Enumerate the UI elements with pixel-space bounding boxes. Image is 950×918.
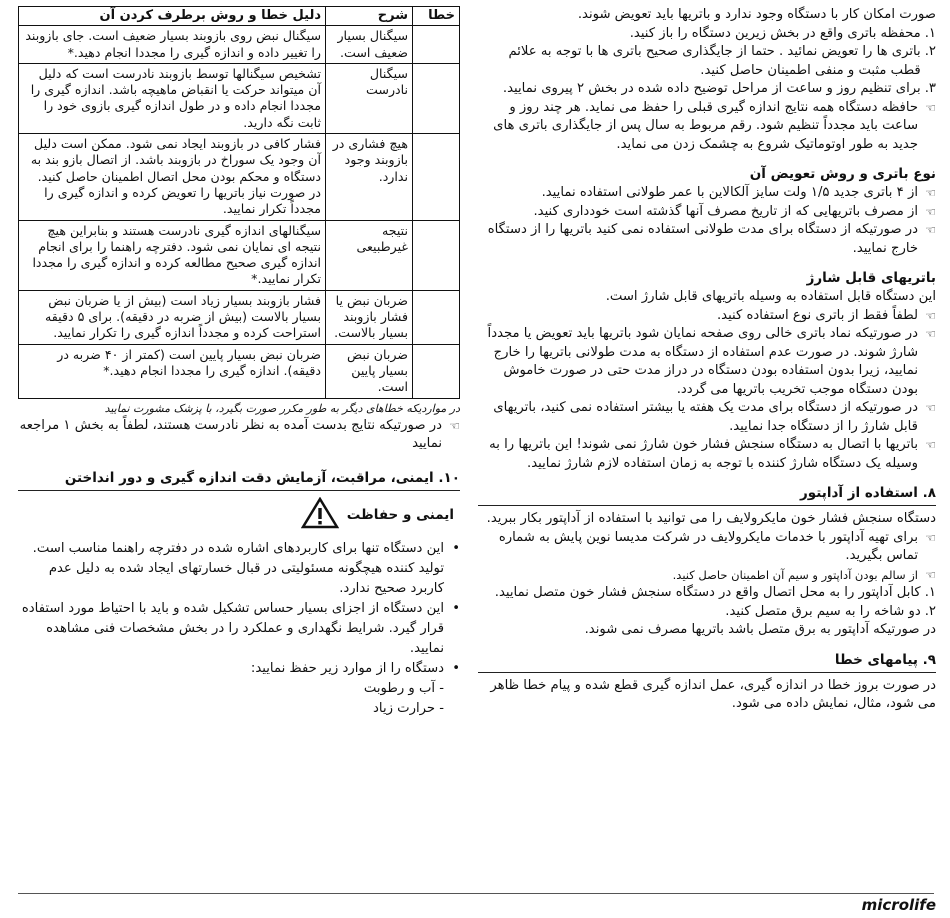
rechargeable-bullet: ☜ در صورتیکه از دستگاه برای مدت یک هفته یا بیشتر استفاده نمی کنید، باتریهای قابل شارژ را از دستگاه جدا نمایید. — [478, 399, 936, 436]
step-2: ۲. باتری ها را تعویض نمائید . حتما از جایگذاری صحیح باتری ها با توجه به علائم قطب مثبت و منفی اطمینان حاصل کنید. — [508, 44, 936, 78]
right-column — [478, 6, 936, 714]
memory-note: ☜ حافظه دستگاه همه نتایج اندازه گیری قبلی را حفظ می نماید. هر چند روز و ساعت باید مجدداً تنظیم شود. رقم مربوط به سال پس از جایگذاری باتری های جدید به طور اوتوماتیک شروع به چشمک زدن می نماید. — [478, 99, 936, 155]
error-desc-cell: سیگنال نادرست — [326, 63, 413, 133]
battery-bullet: ☜ در صورتیکه از دستگاه برای مدت طولانی استفاده نمی کنید باتریها را از دستگاه خارج نمایید. — [478, 221, 936, 258]
table-row — [19, 26, 460, 64]
section-divider — [18, 490, 460, 491]
adapter-bullet: ☜ برای تهیه آداپتور با خدمات مایکرولایف در شرکت مدیسا نوین پایش به شماره تماس بگیرید. — [478, 529, 936, 566]
wrong-results-note: ☜ در صورتیکه نتایج بدست آمده به نظر نادرست هستند، لطفاً به بخش ۱ مراجعه نمایید — [18, 417, 460, 454]
table-header-row — [19, 7, 460, 26]
warning-triangle-icon — [301, 497, 339, 533]
adapter-end: در صورتیکه آداپتور به برق متصل باشد باتریها مصرف نمی شوند. — [584, 622, 936, 637]
adapter-step-1: ۱. کابل آداپتور را به محل اتصال واقع در دستگاه سنجش فشار خون متصل نمایید. — [494, 585, 936, 600]
hand-pointer-icon: ☜ — [925, 327, 936, 341]
error-code-cell — [413, 63, 460, 133]
table-footnote: در مواردیکه خطاهای دیگر به طور مکرر صورت بگیرد، با پزشک مشورت نمایید — [104, 401, 460, 415]
hand-pointer-icon: ☜ — [925, 438, 936, 452]
table-row — [19, 220, 460, 290]
error-fix-cell: سیگنال نبض روی بازوبند بسیار ضعیف است. جای بازوبند را تغییر داده و اندازه گیری را مجددا انجام دهید.* — [19, 26, 326, 64]
heading-rechargeable: باتریهای قابل شارژ — [806, 270, 936, 286]
error-desc-cell: هیچ فشاری در بازوبند وجود ندارد. — [326, 134, 413, 220]
step-3: ۳. برای تنظیم روز و ساعت از مراحل توضیح داده شده در بخش ۲ پیروی نمایید. — [502, 81, 936, 96]
hand-pointer-icon: ☜ — [925, 567, 936, 582]
footer-rule — [18, 893, 934, 894]
hand-pointer-icon: ☜ — [449, 418, 460, 433]
section-divider — [478, 672, 936, 673]
error-fix-cell: ضربان نبض بسیار پایین است (کمتر از ۴۰ ضربه در دقیقه). اندازه گیری را مجددا انجام دهید.* — [19, 344, 326, 398]
rechargeable-bullet: ☜ باتریها با اتصال به دستگاه سنجش فشار خون شارژ نمی شوند! این باتریها را به وسیله یک دستگاه شارژ کننده با توجه به زمان استفاده لازم شارژ نمایید. — [478, 436, 936, 473]
section-divider — [478, 505, 936, 506]
left-column — [18, 6, 460, 719]
warning-header — [18, 497, 460, 533]
list-item: • این دستگاه از اجزای بسیار حساس تشکیل شده و باید با احتیاط مورد استفاده قرار گیرد. شرایط نگهداری و عملکرد را در بخش مشخصات فنی مشاهده نمایید. — [21, 600, 460, 656]
list-item: • این دستگاه تنها برای کاربردهای اشاره شده در دفترچه راهنما مناسب است. تولید کننده هیچگونه مسئولیتی در قبال خسارتهای ایجاد شده به دلیل عدم کاربرد صحیح ندارد. — [32, 540, 460, 596]
heading-errors: ۹. پیامهای خطا — [834, 651, 936, 668]
hand-pointer-icon: ☜ — [925, 186, 936, 200]
error-desc-cell: سیگنال بسیار ضعیف است. — [326, 26, 413, 64]
error-fix-cell: فشار بازوبند بسیار زیاد است (بیش از یا ضربان نبض بسیار بالاست (بیش از ضربه در دقیقه). برای ۵ دقیقه استراحت کرده و مجدداً اندازه گیری را تکرار نمایید. — [19, 290, 326, 344]
error-fix-cell: تشخیص سیگنالها توسط بازوبند نادرست است که دلیل آن میتواند حرکت یا انقباض ماهیچه باشد. اندازه گیری را مجددا انجام داده و در طول اندازه گیری بازوی خود را ثابت نگه دارید. — [19, 63, 326, 133]
hand-pointer-icon: ☜ — [925, 401, 936, 415]
rechargeable-bullet: ☜ لطفاً فقط از باتری نوع استفاده کنید. — [478, 307, 936, 326]
sub-item: - حرارت زیاد — [373, 700, 444, 716]
adapter-intro: دستگاه سنجش فشار خون مایکرولایف را می توانید با استفاده از آداپتور بکار ببرید. — [486, 511, 936, 526]
error-code-cell — [413, 134, 460, 220]
sub-item: - آب و رطوبت — [363, 680, 444, 696]
step-1: ۱. محفظه باتری واقع در بخش زیرین دستگاه را باز کنید. — [629, 25, 936, 41]
heading-adapter: ۸. استفاده از آداپتور — [800, 485, 936, 501]
hand-pointer-icon: ☜ — [925, 204, 936, 219]
error-desc-cell: ضربان نبض یا فشار بازوبند بسیار بالاست. — [326, 290, 413, 344]
table-row — [19, 344, 460, 398]
header-error: خطا — [413, 7, 460, 26]
hand-pointer-icon: ☜ — [925, 308, 936, 323]
error-code-cell — [413, 220, 460, 290]
warning-title: ایمنی و حفاظت — [346, 506, 454, 523]
error-desc-cell: ضربان نبض بسیار پایین است. — [326, 344, 413, 398]
intro-text: صورت امکان کار با دستگاه وجود ندارد و باتریها باید تعویض شوند. — [577, 7, 936, 22]
error-code-cell — [413, 344, 460, 398]
error-desc-cell: نتیجه غیرطبیعی — [326, 220, 413, 290]
battery-bullet: ☜ از ۴ باتری جدید ۱/۵ ولت سایز آلکالاین با عمر طولانی استفاده نمایید. — [478, 184, 936, 203]
table-row — [19, 290, 460, 344]
error-code-cell — [413, 290, 460, 344]
adapter-step-2: ۲. دو شاخه را به سیم برق متصل کنید. — [725, 603, 936, 619]
error-table — [18, 6, 460, 399]
rechargeable-intro: این دستگاه قابل استفاده به وسیله باتریهای قابل شارژ است. — [605, 289, 936, 304]
hand-pointer-icon: ☜ — [925, 100, 936, 115]
error-code-cell — [413, 26, 460, 64]
list-item: • دستگاه را از موارد زیر حفظ نمایید: — [250, 660, 460, 676]
battery-bullet: ☜ از مصرف باتریهایی که از تاریخ مصرف آنها گذشته است خودداری کنید. — [478, 203, 936, 222]
errors-intro: در صورت بروز خطا در اندازه گیری، عمل اندازه گیری قطع شده و پیام خطا ظاهر می شود، مثال، نمایش داده می شود. — [490, 677, 936, 711]
error-fix-cell: سیگنالهای اندازه گیری نادرست هستند و بنابراین هیچ نتیجه ای نمایان نمی شود. دفترچه راهنما را برای انجام اندازه گیری صحیح مطالعه کرده و اندازه گیری را مجددا تکرار نمایید.* — [19, 220, 326, 290]
hand-pointer-icon: ☜ — [925, 530, 936, 545]
adapter-bullet: ☜ از سالم بودن آداپتور و سیم آن اطمینان حاصل کنید. — [478, 566, 936, 585]
table-row — [19, 63, 460, 133]
heading-battery: نوع باتری و روش تعویض آن — [749, 166, 936, 182]
header-cause-fix: دلیل خطا و روش برطرف کردن آن — [19, 7, 326, 26]
error-fix-cell: فشار کافی در بازوبند ایجاد نمی شود. ممکن است دلیل آن وجود یک سوراخ در بازوبند باشد. از اتصال بازو بند به دستگاه و محکم بودن محل اتصال اطمینان حاصل کنید. در صورت نیاز باتریها را تعویض کرده و اندازه گیری را مجدداً تکرار نمایید. — [19, 134, 326, 220]
rechargeable-bullet: ☜ در صورتیکه نماد باتری خالی روی صفحه نمایان شود باتریها باید تعویض یا مجدداً شارژ شوند. در صورت عدم استفاده از دستگاه به مدت طولانی باتریها را خارج نمایید، زیرا بدون استفاده بودن دستگاه در دراز مدت حتی در صورت خاموش بودن دستگاه موجب تخریب باتریها می گردد. — [478, 325, 936, 399]
table-row — [19, 134, 460, 220]
heading-safety: ۱۰. ایمنی، مراقبت، آزمایش دقت اندازه گیری و دور انداختن — [64, 469, 460, 486]
brand-logo: microlife — [861, 896, 936, 914]
header-description: شرح — [326, 7, 413, 26]
hand-pointer-icon: ☜ — [925, 223, 936, 237]
safety-list — [18, 539, 460, 719]
